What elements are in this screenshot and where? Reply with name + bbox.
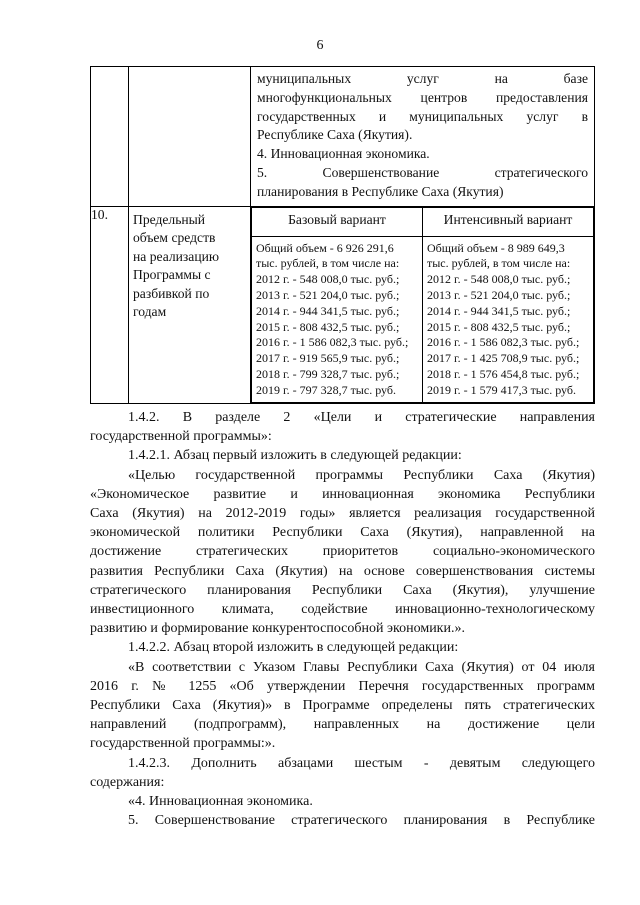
paragraph-line: 2016 г. № 1255 «Об утверждении Перечня государственных программ	[90, 678, 595, 694]
row-name-cell	[129, 206, 251, 403]
text-line: 2017 г. - 1 425 708,9 тыс. руб.;	[427, 351, 580, 366]
text-line: 2013 г. - 521 204,0 тыс. руб.;	[427, 287, 571, 302]
page-number: 6	[316, 38, 324, 53]
text-line: тыс. рублей, в том числе на:	[427, 256, 571, 271]
paragraph-line: 1.4.2.1. Абзац первый изложить в следующей редакции:	[128, 448, 462, 464]
text-line: Предельный	[133, 211, 206, 227]
paragraph	[90, 811, 595, 830]
text-line: муниципальных услуг на базе	[257, 71, 588, 86]
paragraph-line: «Целью государственной программы Республики Саха (Якутия)	[128, 467, 595, 483]
table-row-continued	[91, 67, 595, 207]
continued-text	[251, 67, 594, 206]
text-line: планирования в Республике Саха (Якутия)	[257, 183, 504, 199]
text-line: 2015 г. - 808 432,5 тыс. руб.;	[427, 319, 571, 334]
paragraph-line: достижение стратегических приоритетов социально-экономического	[90, 544, 595, 560]
paragraph	[90, 658, 595, 754]
text-line: 2012 г. - 548 008,0 тыс. руб.;	[256, 272, 400, 287]
intensive-variant-values	[423, 236, 594, 402]
paragraph-line: Республики Саха (Якутия)» в Программе определены пять стратегических	[90, 698, 595, 714]
text-line: многофункциональных центров предоставления	[257, 89, 588, 105]
text-line: годам	[133, 304, 167, 320]
text-line: 5. Совершенствование стратегического	[257, 164, 588, 180]
paragraph	[90, 792, 595, 811]
paragraph-line: «Экономическое развитие и инновационная экономика Республики	[90, 486, 595, 502]
table-row-10	[91, 206, 595, 403]
paragraph-line: содержания:	[90, 774, 165, 790]
text-line: 2016 г. - 1 586 082,3 тыс. руб.;	[256, 335, 409, 350]
text-line: 2014 г. - 944 341,5 тыс. руб.;	[427, 303, 571, 318]
paragraph-line: 1.4.2. В разделе 2 «Цели и стратегические направления	[128, 410, 595, 425]
empty-name-cell	[129, 67, 251, 207]
paragraph-line: 5. Совершенствование стратегического планирования в Республике	[128, 813, 595, 829]
paragraph	[90, 466, 595, 639]
text-line: 2016 г. - 1 586 082,3 тыс. руб.;	[427, 335, 580, 350]
basic-variant-header: Базовый вариант	[252, 207, 423, 236]
text-line: 2013 г. - 521 204,0 тыс. руб.;	[256, 287, 400, 302]
text-line: государственных и муниципальных услуг в	[257, 108, 588, 124]
text-line: 2019 г. - 1 579 417,3 тыс. руб.	[427, 382, 576, 397]
text-line: Общий объем - 6 926 291,6	[256, 240, 394, 255]
paragraph-line: инвестиционного климата, содействие инновационно-технологическому	[90, 602, 595, 618]
text-line: 2012 г. - 548 008,0 тыс. руб.;	[427, 272, 571, 287]
text-line: 4. Инновационная экономика.	[257, 146, 430, 162]
variants-table	[251, 207, 594, 403]
text-line: 2015 г. - 808 432,5 тыс. руб.;	[256, 319, 400, 334]
intensive-variant-header: Интенсивный вариант	[423, 207, 594, 236]
row-number: 10.	[91, 206, 129, 403]
text-line: 2014 г. - 944 341,5 тыс. руб.;	[256, 303, 400, 318]
text-line: Программы с	[133, 267, 211, 283]
paragraph-line: государственной программы»:	[90, 429, 272, 445]
paragraph-line: экономической политики Республики Саха (Якутия), направленной на	[90, 525, 595, 541]
text-line: 2017 г. - 919 565,9 тыс. руб.;	[256, 351, 400, 366]
text-line: объем средств	[133, 230, 216, 246]
paragraph-line: развитию и формирование конкурентоспособной экономики.».	[90, 621, 465, 637]
paragraph-line: «В соответствии с Указом Главы Республики Саха (Якутия) от 04 июля	[128, 659, 595, 675]
text-line: Республике Саха (Якутия).	[257, 127, 413, 143]
paragraph	[90, 638, 595, 657]
paragraph-line: «4. Инновационная экономика.	[128, 794, 313, 810]
paragraph-line: Саха (Якутия) на 2012-2019 годы» является реализация государственной	[90, 506, 595, 522]
variants-cell	[251, 206, 595, 403]
paragraph-line: 1.4.2.2. Абзац второй изложить в следующей редакции:	[128, 640, 459, 656]
row-name-text	[129, 207, 250, 326]
paragraph	[90, 446, 595, 465]
empty-num-cell	[91, 67, 129, 207]
text-line: 2019 г. - 797 328,7 тыс. руб.	[256, 382, 396, 397]
basic-variant-values	[252, 236, 423, 402]
document-body	[90, 408, 595, 830]
paragraph	[90, 754, 595, 792]
text-line: Общий объем - 8 989 649,3	[427, 240, 565, 255]
text-line: разбивкой по	[133, 285, 210, 301]
text-line: 2018 г. - 1 576 454,8 тыс. руб.;	[427, 366, 580, 381]
text-line: 2018 г. - 799 328,7 тыс. руб.;	[256, 366, 400, 381]
text-line: тыс. рублей, в том числе на:	[256, 256, 400, 271]
paragraph-line: 1.4.2.3. Дополнить абзацами шестым - девятым следующего	[128, 755, 595, 771]
paragraph-line: развития Республики Саха (Якутия) на основе совершенствования системы	[90, 563, 595, 579]
continued-content-cell	[251, 67, 595, 207]
paragraph	[90, 408, 595, 446]
program-passport-table	[90, 66, 595, 404]
paragraph-line: направлений (подпрограмм), направленных на достижение цели	[90, 717, 595, 733]
paragraph-line: стратегического планирования Республики Саха (Якутия), улучшение	[90, 582, 595, 598]
paragraph-line: государственной программы:».	[90, 736, 276, 752]
text-line: на реализацию	[133, 248, 220, 264]
